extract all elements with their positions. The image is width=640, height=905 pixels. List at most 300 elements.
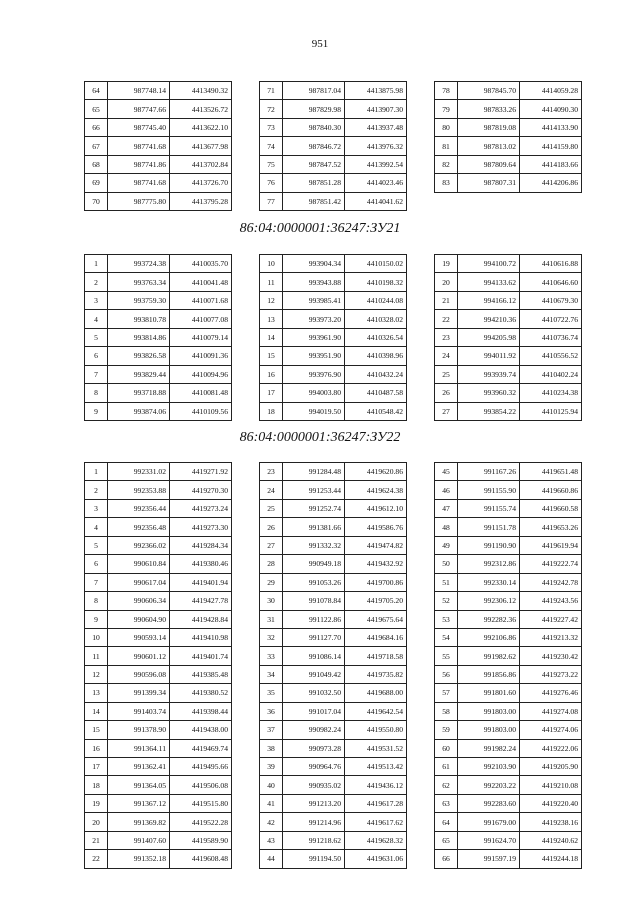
point-number-cell: 74 [260,137,283,155]
x-coordinate-cell: 993814.86 [108,328,170,346]
point-number-cell: 7 [85,573,108,591]
y-coordinate-cell: 4414183.66 [520,155,582,173]
y-coordinate-cell: 4419515.80 [170,794,232,812]
y-coordinate-cell: 4413726.70 [170,174,232,192]
table-row [435,255,582,273]
y-coordinate-cell: 4410081.48 [170,384,232,402]
table-row [260,384,407,402]
coordinate-table [434,81,582,193]
table-row [435,555,582,573]
y-coordinate-cell: 4419220.40 [520,794,582,812]
x-coordinate-cell: 992106.86 [458,628,520,646]
y-coordinate-cell: 4410091.36 [170,347,232,365]
y-coordinate-cell: 4410556.52 [520,347,582,365]
point-number-cell: 29 [260,573,283,591]
point-number-cell: 65 [85,100,108,118]
table-row [435,291,582,309]
x-coordinate-cell: 991032.50 [283,684,345,702]
x-coordinate-cell: 993724.38 [108,255,170,273]
x-coordinate-cell: 987845.70 [458,82,520,100]
y-coordinate-cell: 4419651.48 [520,463,582,481]
point-number-cell: 2 [85,481,108,499]
point-number-cell: 31 [260,610,283,628]
table-row [85,665,232,683]
coordinate-table [259,81,407,211]
y-coordinate-cell: 4414041.62 [345,192,407,210]
coordinate-table [434,254,582,421]
y-coordinate-cell: 4410198.32 [345,273,407,291]
x-coordinate-cell: 991624.70 [458,831,520,849]
table-row [260,628,407,646]
y-coordinate-cell: 4414206.86 [520,174,582,192]
x-coordinate-cell: 991399.34 [108,684,170,702]
point-number-cell: 2 [85,273,108,291]
x-coordinate-cell: 987741.86 [108,155,170,173]
table-row [260,481,407,499]
point-number-cell: 45 [435,463,458,481]
x-coordinate-cell: 994133.62 [458,273,520,291]
table-row [260,794,407,812]
x-coordinate-cell: 991381.66 [283,518,345,536]
table-row [260,850,407,868]
x-coordinate-cell: 992356.44 [108,499,170,517]
y-coordinate-cell: 4419469.74 [170,739,232,757]
x-coordinate-cell: 992203.22 [458,776,520,794]
table-row [85,255,232,273]
x-coordinate-cell: 991352.18 [108,850,170,868]
table-row [85,273,232,291]
y-coordinate-cell: 4410326.54 [345,328,407,346]
point-number-cell: 51 [435,573,458,591]
point-number-cell: 54 [435,628,458,646]
point-number-cell: 24 [435,347,458,365]
point-number-cell: 56 [435,665,458,683]
x-coordinate-cell: 990596.08 [108,665,170,683]
y-coordinate-cell: 4410234.38 [520,384,582,402]
x-coordinate-cell: 991218.62 [283,831,345,849]
x-coordinate-cell: 993759.30 [108,291,170,309]
y-coordinate-cell: 4410094.96 [170,365,232,383]
x-coordinate-cell: 991982.62 [458,647,520,665]
y-coordinate-cell: 4413976.32 [345,137,407,155]
table-row [435,628,582,646]
x-coordinate-cell: 990982.24 [283,721,345,739]
coordinate-table [259,462,407,869]
table-row [435,82,582,100]
table-row [435,813,582,831]
x-coordinate-cell: 991856.86 [458,665,520,683]
table-row [85,463,232,481]
y-coordinate-cell: 4419619.94 [520,536,582,554]
y-coordinate-cell: 4414023.46 [345,174,407,192]
y-coordinate-cell: 4419410.98 [170,628,232,646]
point-number-cell: 11 [85,647,108,665]
point-number-cell: 72 [260,100,283,118]
point-number-cell: 80 [435,118,458,136]
table-row [435,665,582,683]
point-number-cell: 49 [435,536,458,554]
table-row [260,739,407,757]
x-coordinate-cell: 990949.18 [283,555,345,573]
table-row [85,592,232,610]
x-coordinate-cell: 991086.14 [283,647,345,665]
table-row [260,118,407,136]
y-coordinate-cell: 4410679.30 [520,291,582,309]
y-coordinate-cell: 4419205.90 [520,758,582,776]
table-row [260,155,407,173]
x-coordinate-cell: 991332.32 [283,536,345,554]
x-coordinate-cell: 987851.28 [283,174,345,192]
table-row [435,610,582,628]
x-coordinate-cell: 994011.92 [458,347,520,365]
y-coordinate-cell: 4410548.42 [345,402,407,420]
point-number-cell: 7 [85,365,108,383]
table-row [260,273,407,291]
x-coordinate-cell: 990964.76 [283,758,345,776]
coordinate-table [84,254,232,421]
x-coordinate-cell: 993939.74 [458,365,520,383]
point-number-cell: 4 [85,310,108,328]
table-row [435,721,582,739]
table-row [260,518,407,536]
table-row [85,310,232,328]
y-coordinate-cell: 4414133.90 [520,118,582,136]
point-number-cell: 17 [85,758,108,776]
y-coordinate-cell: 4413622.10 [170,118,232,136]
point-number-cell: 44 [260,850,283,868]
y-coordinate-cell: 4419660.86 [520,481,582,499]
y-coordinate-cell: 4419620.86 [345,463,407,481]
x-coordinate-cell: 992366.02 [108,536,170,554]
x-coordinate-cell: 994019.50 [283,402,345,420]
table-row [435,402,582,420]
point-number-cell: 52 [435,592,458,610]
table-row [85,100,232,118]
point-number-cell: 10 [260,255,283,273]
x-coordinate-cell: 991127.70 [283,628,345,646]
table-row [85,647,232,665]
table-row [435,174,582,192]
y-coordinate-cell: 4410077.08 [170,310,232,328]
y-coordinate-cell: 4419276.46 [520,684,582,702]
x-coordinate-cell: 987775.80 [108,192,170,210]
y-coordinate-cell: 4419608.48 [170,850,232,868]
table-row [85,794,232,812]
point-number-cell: 39 [260,758,283,776]
y-coordinate-cell: 4419436.12 [345,776,407,794]
point-number-cell: 58 [435,702,458,720]
table-row [260,463,407,481]
point-number-cell: 26 [435,384,458,402]
table-row [435,850,582,868]
table-row [85,82,232,100]
y-coordinate-cell: 4419213.32 [520,628,582,646]
table-row [260,174,407,192]
y-coordinate-cell: 4419653.26 [520,518,582,536]
table-row [260,347,407,365]
x-coordinate-cell: 987847.52 [283,155,345,173]
x-coordinate-cell: 991252.74 [283,499,345,517]
x-coordinate-cell: 992282.36 [458,610,520,628]
x-coordinate-cell: 987747.66 [108,100,170,118]
y-coordinate-cell: 4419240.62 [520,831,582,849]
y-coordinate-cell: 4414159.80 [520,137,582,155]
y-coordinate-cell: 4419271.92 [170,463,232,481]
point-number-cell: 35 [260,684,283,702]
table-row [260,555,407,573]
table-row [85,610,232,628]
point-number-cell: 22 [85,850,108,868]
point-number-cell: 13 [260,310,283,328]
point-number-cell: 25 [435,365,458,383]
point-number-cell: 26 [260,518,283,536]
table-row [435,684,582,702]
point-number-cell: 50 [435,555,458,573]
y-coordinate-cell: 4419684.16 [345,628,407,646]
point-number-cell: 71 [260,82,283,100]
point-number-cell: 62 [435,776,458,794]
x-coordinate-cell: 987846.72 [283,137,345,155]
table-row [85,536,232,554]
point-number-cell: 59 [435,721,458,739]
table-row [260,82,407,100]
x-coordinate-cell: 991597.19 [458,850,520,868]
x-coordinate-cell: 991407.60 [108,831,170,849]
table-row [260,100,407,118]
y-coordinate-cell: 4419210.08 [520,776,582,794]
x-coordinate-cell: 991151.78 [458,518,520,536]
table-row [435,739,582,757]
y-coordinate-cell: 4419700.86 [345,573,407,591]
y-coordinate-cell: 4419474.82 [345,536,407,554]
point-number-cell: 30 [260,592,283,610]
point-number-cell: 18 [85,776,108,794]
point-number-cell: 57 [435,684,458,702]
table-row [260,291,407,309]
table-row [260,592,407,610]
x-coordinate-cell: 993829.44 [108,365,170,383]
table-row [260,328,407,346]
y-coordinate-cell: 4419432.92 [345,555,407,573]
x-coordinate-cell: 987851.42 [283,192,345,210]
point-number-cell: 8 [85,384,108,402]
point-number-cell: 5 [85,536,108,554]
section-title: 86:04:0000001:36247:ЗУ21 [239,221,401,236]
y-coordinate-cell: 4419513.42 [345,758,407,776]
table-row [85,499,232,517]
x-coordinate-cell: 991801.60 [458,684,520,702]
point-number-cell: 83 [435,174,458,192]
x-coordinate-cell: 991803.00 [458,702,520,720]
coordinate-table [434,462,582,869]
x-coordinate-cell: 991155.90 [458,481,520,499]
table-row [85,573,232,591]
y-coordinate-cell: 4419586.76 [345,518,407,536]
table-row [85,702,232,720]
x-coordinate-cell: 994210.36 [458,310,520,328]
y-coordinate-cell: 4419617.28 [345,794,407,812]
y-coordinate-cell: 4419589.90 [170,831,232,849]
point-number-cell: 23 [435,328,458,346]
table-row [435,518,582,536]
x-coordinate-cell: 991362.41 [108,758,170,776]
table-row [85,118,232,136]
y-coordinate-cell: 4419227.42 [520,610,582,628]
x-coordinate-cell: 987741.68 [108,137,170,155]
point-number-cell: 34 [260,665,283,683]
x-coordinate-cell: 994100.72 [458,255,520,273]
y-coordinate-cell: 4419380.52 [170,684,232,702]
y-coordinate-cell: 4413992.54 [345,155,407,173]
point-number-cell: 79 [435,100,458,118]
y-coordinate-cell: 4410722.76 [520,310,582,328]
point-number-cell: 41 [260,794,283,812]
table-row [85,174,232,192]
x-coordinate-cell: 991167.26 [458,463,520,481]
point-number-cell: 25 [260,499,283,517]
x-coordinate-cell: 990617.04 [108,573,170,591]
point-number-cell: 10 [85,628,108,646]
table-row [260,402,407,420]
point-number-cell: 32 [260,628,283,646]
x-coordinate-cell: 993976.90 [283,365,345,383]
point-number-cell: 63 [435,794,458,812]
x-coordinate-cell: 993763.34 [108,273,170,291]
y-coordinate-cell: 4419284.34 [170,536,232,554]
point-number-cell: 69 [85,174,108,192]
y-coordinate-cell: 4413702.84 [170,155,232,173]
x-coordinate-cell: 990935.02 [283,776,345,794]
y-coordinate-cell: 4414090.30 [520,100,582,118]
y-coordinate-cell: 4419718.58 [345,647,407,665]
y-coordinate-cell: 4419675.64 [345,610,407,628]
point-number-cell: 42 [260,813,283,831]
table-row [260,684,407,702]
table-row [435,100,582,118]
y-coordinate-cell: 4419380.46 [170,555,232,573]
table-row [260,137,407,155]
y-coordinate-cell: 4419522.28 [170,813,232,831]
table-row [85,402,232,420]
table-row [435,118,582,136]
point-number-cell: 24 [260,481,283,499]
table-row [435,647,582,665]
x-coordinate-cell: 991017.04 [283,702,345,720]
table-row [435,310,582,328]
x-coordinate-cell: 991214.96 [283,813,345,831]
y-coordinate-cell: 4419242.78 [520,573,582,591]
y-coordinate-cell: 4413875.98 [345,82,407,100]
y-coordinate-cell: 4419642.54 [345,702,407,720]
point-number-cell: 43 [260,831,283,849]
y-coordinate-cell: 4419427.78 [170,592,232,610]
table-row [85,347,232,365]
point-number-cell: 40 [260,776,283,794]
point-number-cell: 60 [435,739,458,757]
point-number-cell: 68 [85,155,108,173]
y-coordinate-cell: 4419243.56 [520,592,582,610]
table-row [435,776,582,794]
x-coordinate-cell: 992306.12 [458,592,520,610]
table-row [85,628,232,646]
x-coordinate-cell: 991122.86 [283,610,345,628]
x-coordinate-cell: 987741.68 [108,174,170,192]
y-coordinate-cell: 4410402.24 [520,365,582,383]
x-coordinate-cell: 993854.22 [458,402,520,420]
point-number-cell: 3 [85,291,108,309]
point-number-cell: 47 [435,499,458,517]
table-row [435,499,582,517]
point-number-cell: 1 [85,255,108,273]
x-coordinate-cell: 992312.86 [458,555,520,573]
point-number-cell: 14 [85,702,108,720]
table-row [85,481,232,499]
y-coordinate-cell: 4419222.06 [520,739,582,757]
point-number-cell: 23 [260,463,283,481]
y-coordinate-cell: 4414059.28 [520,82,582,100]
x-coordinate-cell: 991367.12 [108,794,170,812]
point-number-cell: 67 [85,137,108,155]
point-number-cell: 61 [435,758,458,776]
y-coordinate-cell: 4419506.08 [170,776,232,794]
point-number-cell: 5 [85,328,108,346]
x-coordinate-cell: 987807.31 [458,174,520,192]
y-coordinate-cell: 4419428.84 [170,610,232,628]
y-coordinate-cell: 4410398.96 [345,347,407,365]
table-row [260,365,407,383]
table-row [435,273,582,291]
point-number-cell: 20 [85,813,108,831]
table-row [435,155,582,173]
point-number-cell: 18 [260,402,283,420]
table-row [260,831,407,849]
y-coordinate-cell: 4413490.32 [170,82,232,100]
y-coordinate-cell: 4419230.42 [520,647,582,665]
y-coordinate-cell: 4410109.56 [170,402,232,420]
y-coordinate-cell: 4410736.74 [520,328,582,346]
x-coordinate-cell: 991284.48 [283,463,345,481]
x-coordinate-cell: 991213.20 [283,794,345,812]
x-coordinate-cell: 993951.90 [283,347,345,365]
point-number-cell: 16 [260,365,283,383]
x-coordinate-cell: 992103.90 [458,758,520,776]
point-number-cell: 16 [85,739,108,757]
coordinate-table [84,81,232,211]
point-number-cell: 36 [260,702,283,720]
y-coordinate-cell: 4410646.60 [520,273,582,291]
x-coordinate-cell: 991803.00 [458,721,520,739]
y-coordinate-cell: 4419270.30 [170,481,232,499]
point-number-cell: 66 [435,850,458,868]
x-coordinate-cell: 993826.58 [108,347,170,365]
x-coordinate-cell: 994166.12 [458,291,520,309]
x-coordinate-cell: 990973.28 [283,739,345,757]
table-row [85,831,232,849]
x-coordinate-cell: 993904.34 [283,255,345,273]
table-row [435,481,582,499]
table-row [260,573,407,591]
table-row [435,365,582,383]
point-number-cell: 21 [435,291,458,309]
table-row [435,536,582,554]
table-row [85,739,232,757]
x-coordinate-cell: 994003.80 [283,384,345,402]
x-coordinate-cell: 987817.04 [283,82,345,100]
x-coordinate-cell: 991194.50 [283,850,345,868]
point-number-cell: 64 [85,82,108,100]
x-coordinate-cell: 991190.90 [458,536,520,554]
y-coordinate-cell: 4419401.74 [170,647,232,665]
